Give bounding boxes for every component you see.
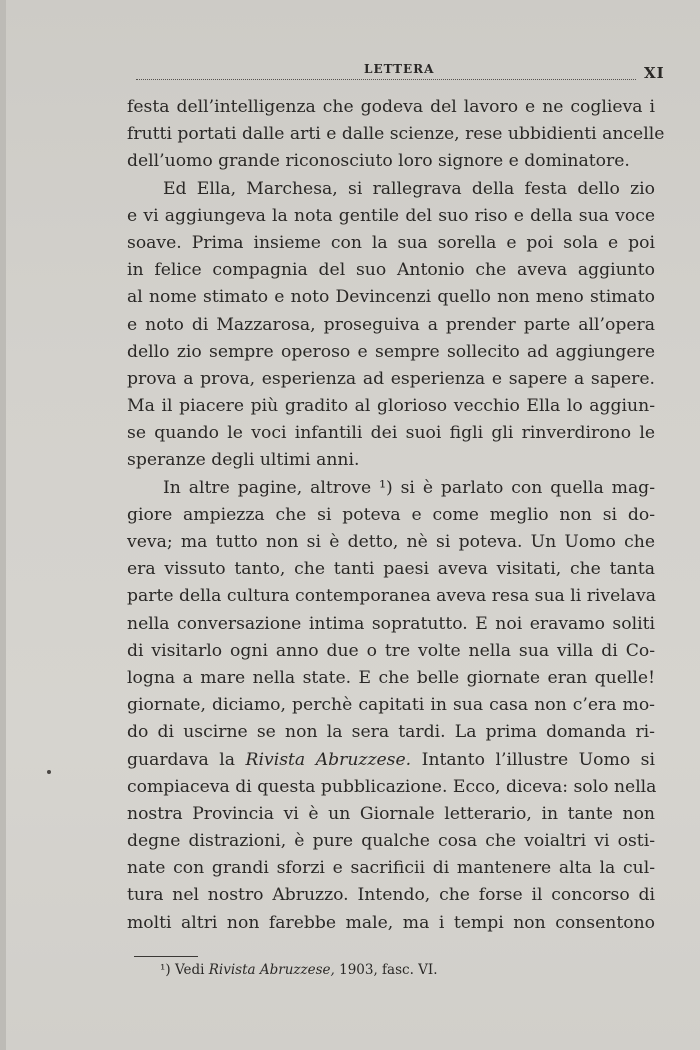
text-line: festa dell’intelligenza che godeva del lavoro e ne coglieva i bbox=[127, 97, 655, 117]
text-line: e noto di Mazzarosa, proseguiva a prender parte all’opera bbox=[127, 314, 655, 335]
text-line: se quando le voci infantili dei suoi figli gli rinverdirono le bbox=[127, 423, 655, 444]
text-line: era vissuto tanto, che tanti paesi aveva visitati, che tanta bbox=[127, 559, 655, 580]
text-line: in felice compagnia del suo Antonio che aveva aggiunto bbox=[127, 260, 655, 281]
text-line: tura nel nostro Abruzzo. Intendo, che forse il concorso di bbox=[127, 885, 655, 906]
text-line: parte della cultura contemporanea aveva resa sua li rivelava bbox=[127, 586, 656, 607]
text-segment: guardava la bbox=[127, 749, 246, 770]
text-line bbox=[127, 747, 655, 774]
page-number: XI bbox=[644, 64, 665, 82]
header-dotted-rule bbox=[136, 79, 636, 80]
footnote-marker: ¹) Vedi bbox=[160, 962, 209, 978]
text-line: frutti portati dalle arti e dalle scienze, rese ubbidienti ancelle bbox=[127, 124, 665, 145]
text-line: prova a prova, esperienza ad esperienza e sapere a sapere. bbox=[127, 368, 655, 389]
text-line: Ed Ella, Marchesa, si rallegrava della festa dello zio bbox=[163, 178, 655, 199]
footnote-reference: 1903, fasc. VI. bbox=[334, 962, 438, 978]
body-text bbox=[127, 94, 665, 937]
text-line: nostra Provincia vi è un Giornale letterario, in tante non bbox=[127, 803, 655, 824]
footnote bbox=[160, 962, 438, 978]
footnote-rule bbox=[134, 956, 198, 957]
page-edge-shadow bbox=[0, 0, 6, 1050]
text-line: speranze degli ultimi anni. bbox=[127, 450, 360, 471]
text-line: e vi aggiungeva la nota gentile del suo riso e della sua voce bbox=[127, 205, 655, 226]
text-line: In altre pagine, altrove ¹) si è parlato con quella mag- bbox=[163, 477, 655, 498]
text-line: di visitarlo ogni anno due o tre volte nella sua villa di Co- bbox=[127, 640, 655, 661]
running-header bbox=[136, 56, 666, 86]
ink-speck bbox=[47, 770, 51, 774]
running-title: LETTERA bbox=[364, 62, 435, 76]
text-line: degne distrazioni, è pure qualche cosa che voialtri vi osti- bbox=[127, 831, 655, 852]
text-line: do di uscirne se non la sera tardi. La prima domanda ri- bbox=[127, 722, 655, 743]
text-line: Ma il piacere più gradito al glorioso vecchio Ella lo aggiun- bbox=[127, 396, 655, 417]
text-line: al nome stimato e noto Devincenzi quello non meno stimato bbox=[127, 287, 655, 308]
text-line: giore ampiezza che si poteva e come meglio non si do- bbox=[127, 504, 655, 525]
text-line: dell’uomo grande riconosciuto loro signore e dominatore. bbox=[127, 151, 630, 172]
journal-title: Rivista Abruzzese. bbox=[245, 749, 412, 770]
text-segment: Intanto l’illustre Uomo si bbox=[411, 749, 656, 770]
text-line: nate con grandi sforzi e sacrificii di mantenere alta la cul- bbox=[127, 858, 655, 879]
text-line: dello zio sempre operoso e sempre sollecito ad aggiungere bbox=[127, 341, 655, 362]
text-line: compiaceva di questa pubblicazione. Ecco, diceva: solo nella bbox=[127, 776, 657, 797]
text-line: logna a mare nella state. E che belle giornate eran quelle! bbox=[127, 667, 655, 688]
text-line: soave. Prima insieme con la sua sorella e poi sola e poi bbox=[127, 232, 655, 253]
text-line: veva; ma tutto non si è detto, nè si poteva. Un Uomo che bbox=[127, 532, 655, 552]
text-line: nella conversazione intima sopratutto. E noi eravamo soliti bbox=[127, 613, 655, 634]
text-line: molti altri non farebbe male, ma i tempi non consentono bbox=[127, 912, 655, 933]
footnote-journal-title: Rivista Abruzzese, bbox=[208, 962, 335, 978]
text-line: giornate, diciamo, perchè capitati in sua casa non c’era mo- bbox=[127, 695, 655, 716]
